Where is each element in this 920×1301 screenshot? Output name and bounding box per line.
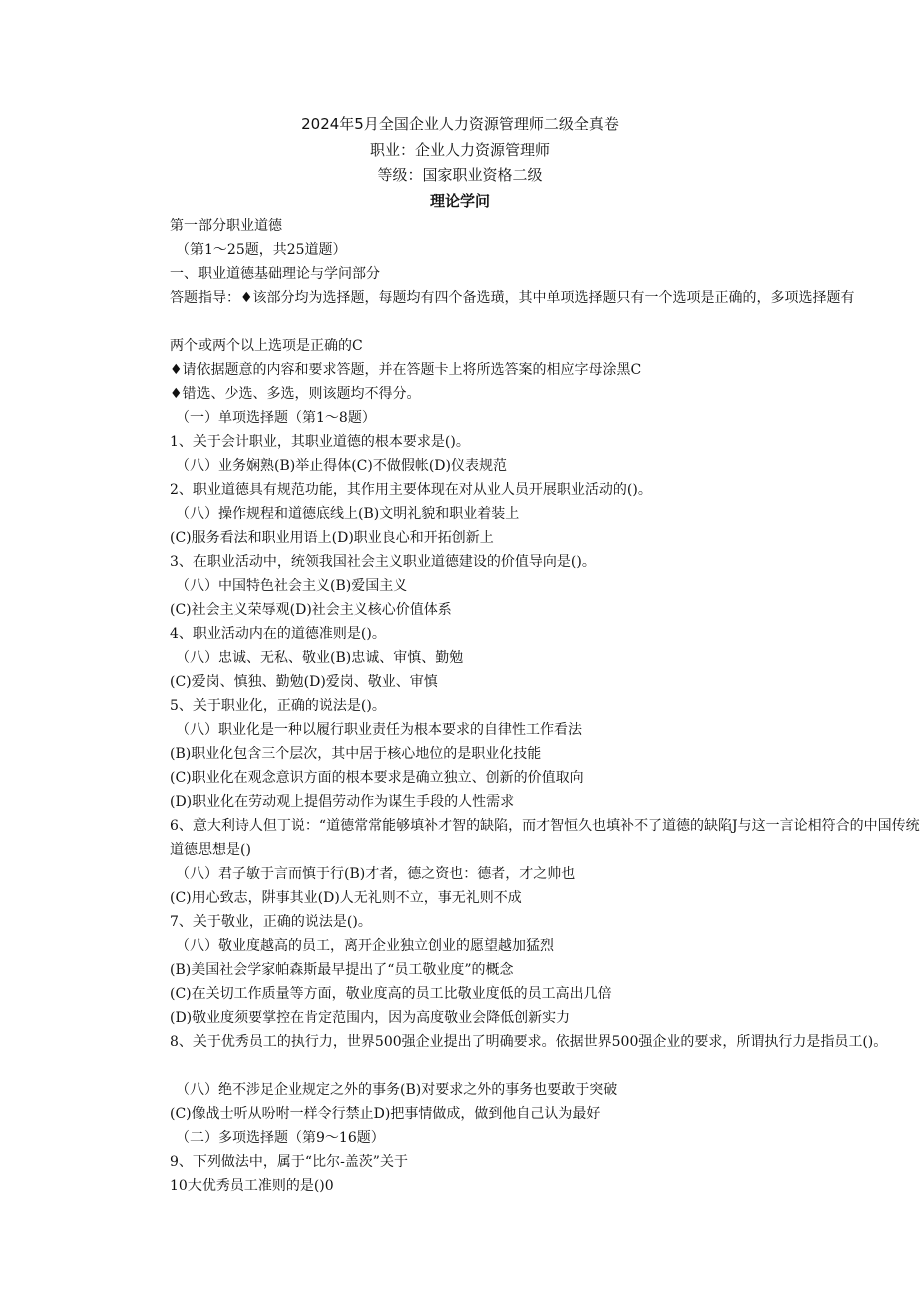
question-text: 10大优秀员工准则的是()0 <box>170 1178 334 1194</box>
question-text: 8、关于优秀员工的执行力，世界500强企业提出了明确要求。依据世界500强企业的要求，所谓执行力是指员工()。 <box>170 1034 888 1050</box>
section-heading: （二）多项选择题（第9〜16题） <box>176 1130 385 1146</box>
part-range: （第1〜25题，共25道题） <box>176 242 347 258</box>
doc-level: 等级：国家职业资格二级 <box>377 166 543 184</box>
option-line: （八）敬业度越高的员工，离开企业独立创业的愿望越加猛烈 <box>176 938 554 954</box>
option-line: （八）绝不涉足企业规定之外的事务(B)对要求之外的事务也要敢于突破 <box>176 1082 618 1098</box>
question-text: 4、职业活动内在的道德准则是()。 <box>170 626 386 642</box>
question-text: 7、关于敬业，正确的说法是()。 <box>170 914 372 930</box>
option-line: (C)像战士听从吩咐一样令行禁止D)把事情做成，做到他自己认为最好 <box>170 1106 601 1122</box>
option-line: (D)职业化在劳动观上提倡劳动作为谋生手段的人性需求 <box>170 794 515 810</box>
doc-body <box>0 214 920 1198</box>
chapter-heading: 一、职业道德基础理论与学问部分 <box>170 266 380 282</box>
part-heading: 第一部分职业道德 <box>170 218 282 234</box>
option-line: （八）忠诚、无私、敬业(B)忠诚、审慎、勤勉 <box>176 650 464 666</box>
option-line: (C)职业化在观念意识方面的根本要求是确立独立、创新的价值取向 <box>170 770 584 786</box>
question-text: 1、关于会计职业，其职业道德的根本要求是()。 <box>170 434 470 450</box>
instructions-line: ♦错选、少选、多选，则该题均不得分。 <box>170 386 421 402</box>
option-line: (C)社会主义荣辱观(D)社会主义核心价值体系 <box>170 602 452 618</box>
doc-title: 2024年5月全国企业人力资源管理师二级全真卷 <box>301 115 619 133</box>
section-heading: （一）单项选择题（第1〜8题） <box>176 410 376 426</box>
instructions-line: ♦请依据题意的内容和要求答题，并在答题卡上将所选答案的相应字母涂黑C <box>170 362 642 378</box>
option-line: （八）业务娴熟(B)举止得体(C)不做假帐(D)仪表规范 <box>176 458 507 474</box>
option-line: (C)在关切工作质量等方面，敬业度高的员工比敬业度低的员工高出几倍 <box>170 986 612 1002</box>
question-text: 3、在职业活动中，统领我国社会主义职业道德建设的价值导向是()。 <box>170 554 596 570</box>
option-line: （八）职业化是一种以履行职业责任为根本要求的自律性工作看法 <box>176 722 582 738</box>
option-line: （八）君子敏于言而慎于行(B)才者，德之资也：德者，才之帅也 <box>176 866 576 882</box>
doc-section: 理论学问 <box>429 192 490 210</box>
option-line: (D)敬业度须要掌控在肯定范围内，因为高度敬业会降低创新实力 <box>170 1010 571 1026</box>
option-line: (C)服务看法和职业用语上(D)职业良心和开拓创新上 <box>170 530 494 546</box>
doc-occupation: 职业：企业人力资源管理师 <box>369 141 550 159</box>
option-line: (B)美国社会学家帕森斯最早提出了“员工敬业度”的概念 <box>170 962 514 978</box>
option-line: (B)职业化包含三个层次，其中居于核心地位的是职业化技能 <box>170 746 542 762</box>
question-text: 6、意大利诗人但丁说：“道德常常能够填补才智的缺陷，而才智恒久也填补不了道德的缺陷J与这一言论相符合的中国传统道德思想是() <box>170 818 920 858</box>
instructions-line: 两个或两个以上选项是正确的C <box>170 338 363 354</box>
question-text: 5、关于职业化，正确的说法是()。 <box>170 698 386 714</box>
option-line: （八）中国特色社会主义(B)爱国主义 <box>176 578 408 594</box>
question-text: 9、下列做法中，属于“比尔-盖茨”关于 <box>170 1154 408 1170</box>
question-text: 2、职业道德具有规范功能，其作用主要体现在对从业人员开展职业活动的()。 <box>170 482 652 498</box>
instructions-text: 答题指导：♦该部分均为选择题，每题均有四个备选璜，其中单项选择题只有一个选项是正确的，多项选择题有 <box>170 290 855 306</box>
option-line: (C)爱岗、慎独、勤勉(D)爱岗、敬业、审慎 <box>170 674 438 690</box>
option-line: （八）操作规程和道德底线上(B)文明礼貌和职业着装上 <box>176 506 520 522</box>
option-line: (C)用心致志，阱事其业(D)人无礼则不立，事无礼则不成 <box>170 890 522 906</box>
